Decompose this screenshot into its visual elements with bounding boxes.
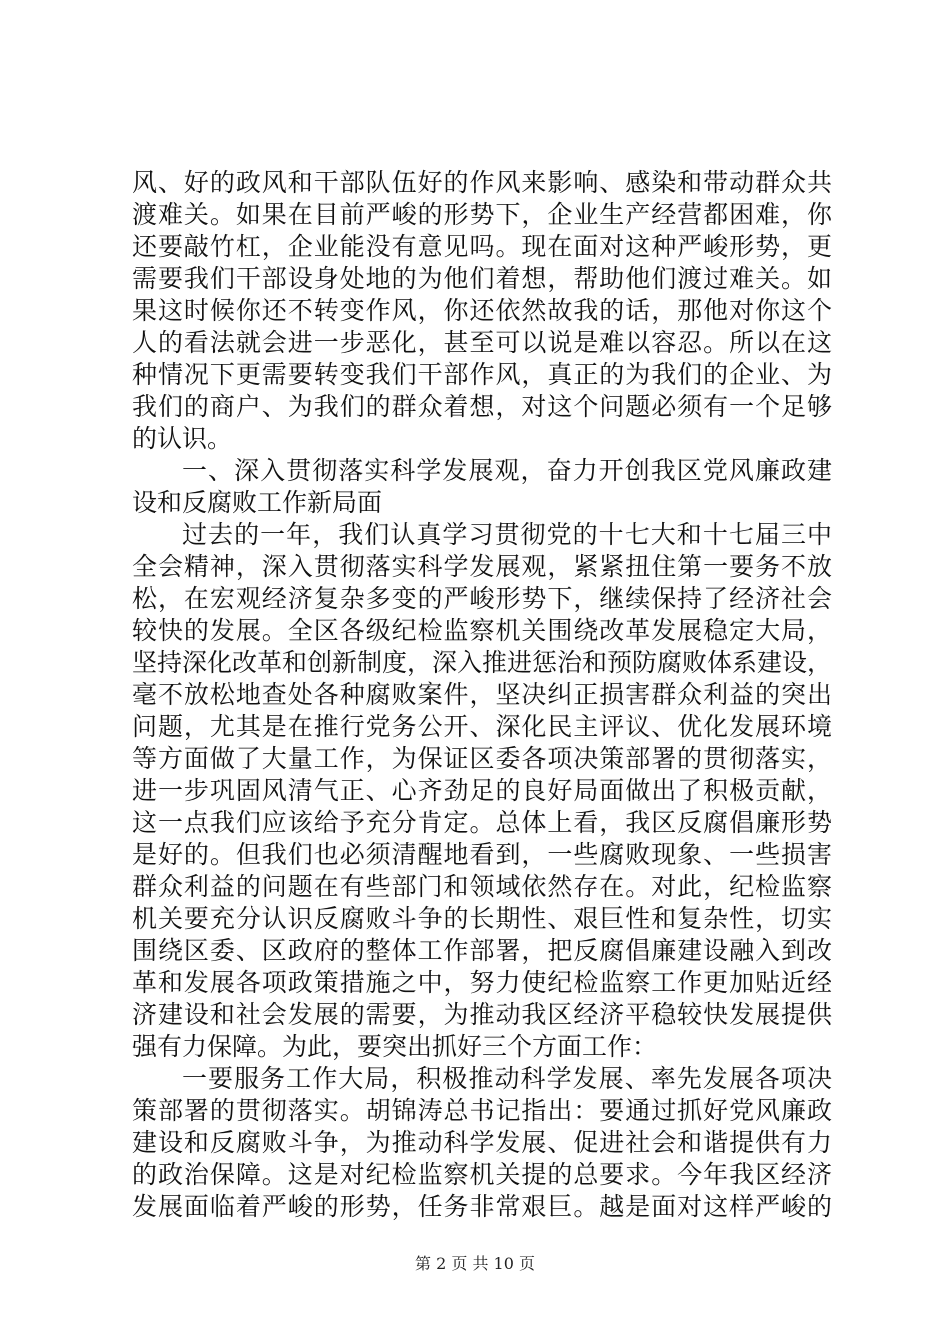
text-line: 强有力保障。为此，要突出抓好三个方面工作： xyxy=(132,1032,658,1061)
text-line: 济建设和社会发展的需要，为推动我区经济平稳较快发展提供 xyxy=(132,1000,832,1029)
text-line: 机关要充分认识反腐败斗争的长期性、艰巨性和复杂性，切实 xyxy=(132,904,832,933)
text-line: 还要敲竹杠，企业能没有意见吗。现在面对这种严峻形势，更 xyxy=(132,232,832,261)
text-line: 进一步巩固风清气正、心齐劲足的良好局面做出了积极贡献， xyxy=(132,776,832,805)
section-heading-line: 一、深入贯彻落实科学发展观，奋力开创我区党风廉政建 xyxy=(182,456,832,485)
text-line: 围绕区委、区政府的整体工作部署，把反腐倡廉建设融入到改 xyxy=(132,936,832,965)
text-line: 一要服务工作大局，积极推动科学发展、率先发展各项决 xyxy=(182,1064,832,1093)
text-line: 问题，尤其是在推行党务公开、深化民主评议、优化发展环境 xyxy=(132,712,832,741)
text-line: 渡难关。如果在目前严峻的形势下，企业生产经营都困难，你 xyxy=(132,200,832,229)
text-line: 全会精神，深入贯彻落实科学发展观，紧紧扭住第一要务不放 xyxy=(132,552,832,581)
page-number-footer: 第 2 页 共 10 页 xyxy=(415,1254,535,1273)
text-line: 这一点我们应该给予充分肯定。总体上看，我区反腐倡廉形势 xyxy=(132,808,832,837)
text-line: 群众利益的问题在有些部门和领域依然存在。对此，纪检监察 xyxy=(132,872,832,901)
text-line: 建设和反腐败斗争，为推动科学发展、促进社会和谐提供有力 xyxy=(132,1128,832,1157)
text-line: 较快的发展。全区各级纪检监察机关围绕改革发展稳定大局， xyxy=(132,616,832,645)
text-line: 是好的。但我们也必须清醒地看到，一些腐败现象、一些损害 xyxy=(132,840,832,869)
text-line: 需要我们干部设身处地的为他们着想，帮助他们渡过难关。如 xyxy=(132,264,832,293)
text-line: 的认识。 xyxy=(132,424,233,453)
text-line: 的政治保障。这是对纪检监察机关提的总要求。今年我区经济 xyxy=(132,1160,832,1189)
text-line: 过去的一年，我们认真学习贯彻党的十七大和十七届三中 xyxy=(182,520,832,549)
text-line: 发展面临着严峻的形势，任务非常艰巨。越是面对这样严峻的 xyxy=(132,1192,832,1221)
text-line: 坚持深化改革和创新制度，深入推进惩治和预防腐败体系建设， xyxy=(132,648,833,677)
section-heading-line: 设和反腐败工作新局面 xyxy=(132,488,383,517)
text-line: 策部署的贯彻落实。胡锦涛总书记指出：要通过抓好党风廉政 xyxy=(132,1096,832,1125)
text-line: 风、好的政风和干部队伍好的作风来影响、感染和带动群众共 xyxy=(132,168,832,197)
text-line: 松，在宏观经济复杂多变的严峻形势下，继续保持了经济社会 xyxy=(132,584,832,613)
text-line: 果这时候你还不转变作风，你还依然故我的话，那他对你这个 xyxy=(132,296,832,325)
text-line: 种情况下更需要转变我们干部作风，真正的为我们的企业、为 xyxy=(132,360,832,389)
text-line: 毫不放松地查处各种腐败案件，坚决纠正损害群众利益的突出 xyxy=(132,680,832,709)
text-line: 等方面做了大量工作，为保证区委各项决策部署的贯彻落实， xyxy=(132,744,832,773)
text-line: 人的看法就会进一步恶化，甚至可以说是难以容忍。所以在这 xyxy=(132,328,832,357)
text-line: 我们的商户、为我们的群众着想，对这个问题必须有一个足够 xyxy=(132,392,832,421)
body-text xyxy=(132,167,832,1223)
text-line: 革和发展各项政策措施之中，努力使纪检监察工作更加贴近经 xyxy=(132,968,832,997)
